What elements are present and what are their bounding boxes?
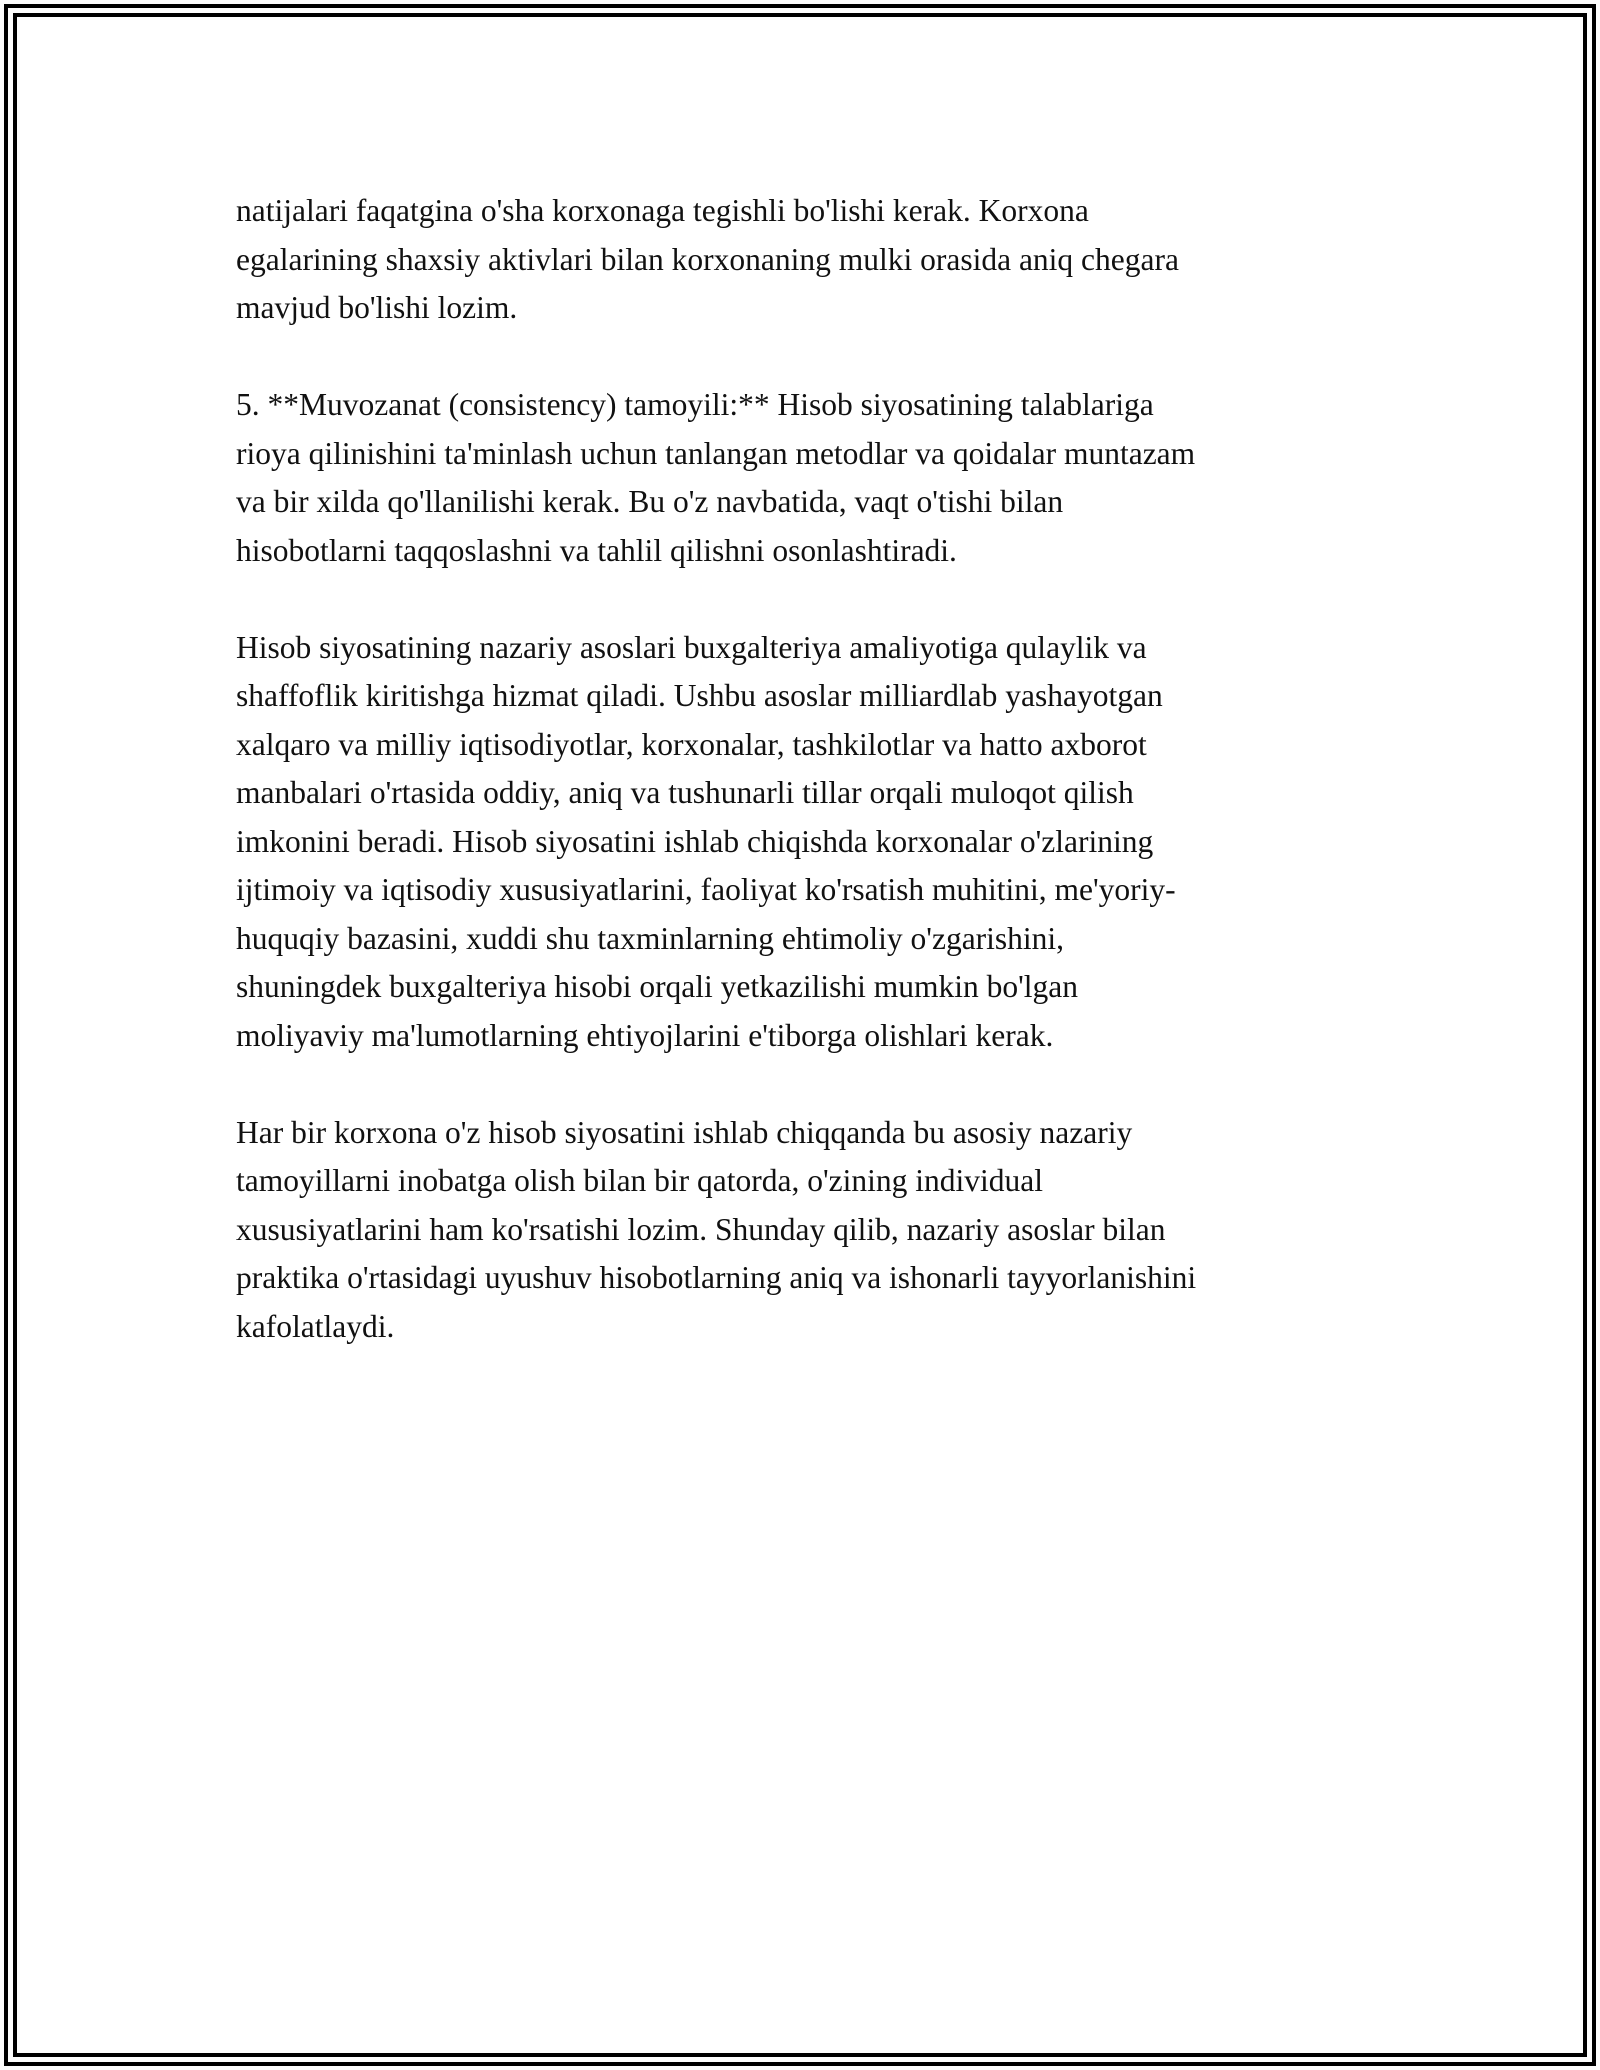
paragraph-theoretical-foundations: Hisob siyosatining nazariy asoslari buxgalteriya amaliyotiga qulaylik va shaffoflik kiritishga hizmat qiladi. Ushbu asoslar milliardlab yashayotgan xalqaro va milliy iqtisodiyotlar, korxonalar, tashkilotlar va hatto axborot manbalari o'rtasida oddiy, aniq va tushunarli tillar orqali muloqot qilish imkonini beradi. Hisob siyosatini ishlab chiqishda korxonalar o'zlarining ijtimoiy va iqtisodiy xususiyatlarini, faoliyat ko'rsatish muhitini, me'yoriy- huquqiy bazasini, xuddi shu taxminlarning ehtimoliy o'zgarishini, shuningdek buxgalteriya hisobi orqali yetkazilishi mumkin bo'lgan moliyaviy ma'lumotlarning ehtiyojlarini e'tiborga olishlari kerak. (236, 629, 1176, 1053)
paragraph-entity-principle-continuation: natijalari faqatgina o'sha korxonaga tegishli bo'lishi kerak. Korxona egalarining shaxsiy aktivlari bilan korxonaning mulki orasida aniq chegara mavjud bo'lishi lozim. (236, 193, 1179, 325)
paragraph-consistency-principle: 5. **Muvozanat (consistency) tamoyili:** Hisob siyosatining talablariga rioya qilinishini ta'minlash uchun tanlangan metodlar va qoidalar muntazam va bir xilda qo'llanilishi kerak. Bu o'z navbatida, vaqt o'tishi bilan hisobotlarni taqqoslashni va tahlil qilishni osonlashtiradi. (236, 387, 1196, 568)
paragraph-conclusion: Har bir korxona o'z hisob siyosatini ishlab chiqqanda bu asosiy nazariy tamoyillarni inobatga olish bilan bir qatorda, o'zining individual xususiyatlarini ham ko'rsatishi lozim. Shunday qilib, nazariy asoslar bilan praktika o'rtasidagi uyushuv hisobotlarning aniq va ishonarli tayyorlanishini kafolatlaydi. (236, 1114, 1197, 1344)
document-body (236, 187, 1366, 1400)
